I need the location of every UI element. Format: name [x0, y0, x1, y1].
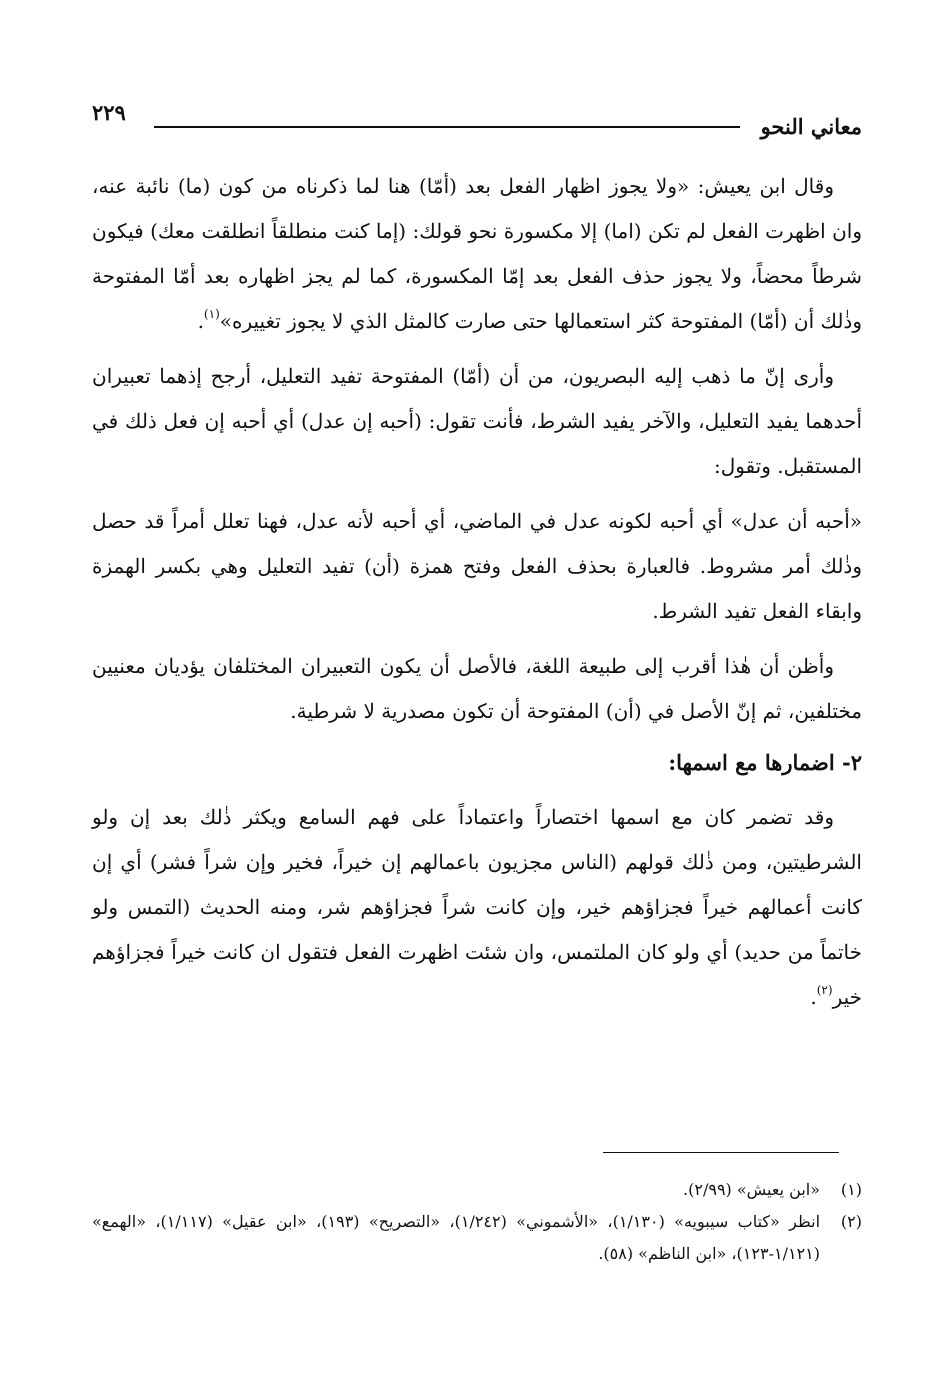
header-rule — [154, 126, 740, 128]
footnotes — [92, 1174, 862, 1270]
paragraph-opinion — [92, 644, 862, 734]
page-number: ٢٢٩ — [92, 100, 126, 125]
section-heading: ٢- اضمارها مع اسمها: — [668, 750, 862, 775]
running-title: معاني النحو — [760, 114, 862, 139]
footnote-number: (٢) — [840, 1212, 862, 1231]
paragraph-ellipsis — [92, 795, 862, 1020]
paragraph-text: وأظن أن هٰذا أقرب إلى طبيعة اللغة، فالأصل أن يكون التعبيران المختلفان يؤديان معنيين مختلفين، ثم إنّ الأصل في (أن) المفتوحة أن تكون مصدرية لا شرطية. — [92, 654, 862, 723]
paragraph-text: وأرى إنّ ما ذهب إليه البصريون، من أن (أمّا) المفتوحة تفيد التعليل، أرجح إذهما تعبيران أحدهما يفيد التعليل، والآخر يفيد الشرط، فأنت تقول: (أحبه إن عدل) أي أحبه إن فعل ذلك في المستقبل. وتقول: — [92, 364, 862, 478]
footnote-separator — [603, 1152, 839, 1153]
paragraph-text: «أحبه أن عدل» أي أحبه لكونه عدل في الماضي، أي أحبه لأنه عدل، فهنا تعلل أمراً قد حصل وذٰلك أمر مشروط. فالعبارة بحذف الفعل وفتح همزة (أن) تفيد التعليل وهي بكسر الهمزة وابقاء الفعل تفيد الشرط. — [92, 509, 862, 623]
paragraph-end: . — [810, 985, 817, 1009]
footnote-reference-2: (٢) — [816, 983, 833, 997]
footnote-text: انظر «كتاب سيبويه» (١/١٣٠)، «الأشموني» (١/٢٤٢)، «التصريح» (١٩٣)، «ابن عقيل» (١/١١٧)، «الهمع» (١/١٢١-١٢٣)، «ابن الناظم» (٥٨). — [92, 1212, 821, 1263]
main-text — [92, 164, 862, 1020]
paragraph-text: وقال ابن يعيش: «ولا يجوز اظهار الفعل بعد (أمّا) هنا لما ذكرناه من كون (ما) نائبة عنه، وان اظهرت الفعل لم تكن (اما) إلا مكسورة نحو قولك: (إما كنت منطلقاً انطلقت معك) فيكون شرطاً محضاً، ولا يجوز حذف الفعل بعد إمّا المكسورة، كما لم يجز اظهاره بعد أمّا المفتوحة وذٰلك أن (أمّا) المفتوحة كثر استعمالها حتى صارت كالمثل الذي لا يجوز تغييره» — [92, 174, 862, 333]
footnote-2 — [92, 1206, 862, 1270]
paragraph-text: وقد تضمر كان مع اسمها اختصاراً واعتماداً على فهم السامع ويكثر ذٰلك بعد إن ولو الشرطيتين، ومن ذٰلك قولهم (الناس مجزيون باعمالهم إن خيراً، فخير وإن شراً فشر) أي إن كانت أعمالهم خيراً فجزاؤهم خير، وإن كانت شراً فجزاؤهم شر، ومنه الحديث (التمس ولو خاتماً من حديد) أي ولو كان الملتمس، وان شئت اظهرت الفعل فتقول ان كانت خيراً فجزاؤهم خير — [92, 805, 862, 1009]
footnote-text: «ابن يعيش» (٢/٩٩). — [683, 1180, 820, 1199]
paragraph-ibn-yaish-quote — [92, 164, 862, 344]
footnote-reference-1: (١) — [203, 307, 220, 321]
paragraph-basrians-view — [92, 354, 862, 489]
footnote-number: (١) — [840, 1180, 862, 1199]
page-header — [92, 96, 862, 144]
paragraph-example — [92, 499, 862, 634]
footnote-1 — [92, 1174, 862, 1206]
paragraph-end: . — [197, 309, 204, 333]
